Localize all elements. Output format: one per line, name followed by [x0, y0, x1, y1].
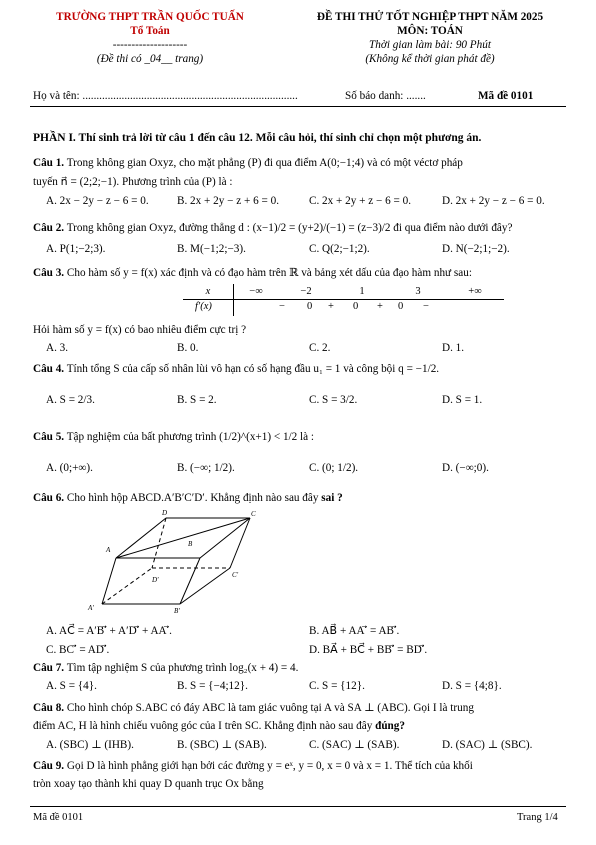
exam-code: Mã đề 0101 [478, 90, 534, 102]
edge-A1D1 [102, 568, 152, 604]
dashes: -------------------- [112, 39, 188, 51]
label-A1: A' [88, 604, 94, 612]
q6-option-c[interactable]: C. BC′⃗ = AD′⃗. [46, 644, 110, 656]
q4-option-d[interactable]: D. S = 1. [442, 394, 483, 406]
q8-options [46, 738, 576, 755]
school-name: TRƯỜNG THPT TRẦN QUỐC TUẤN [56, 11, 244, 23]
subject: MÔN: TOÁN [397, 25, 463, 37]
table-f-6: − [423, 301, 429, 312]
q1-options [46, 195, 576, 212]
table-f-row [183, 300, 504, 316]
question-6 [33, 490, 568, 507]
q6-option-d[interactable]: D. BA⃗ + BC⃗ + BB′⃗ = BD′⃗. [309, 644, 428, 656]
q1-option-c[interactable]: C. 2x + 2y + z − 6 = 0. [309, 195, 411, 207]
q8-option-b[interactable]: B. (SBC) ⊥ (SAB). [177, 739, 267, 751]
table-x-label: x [183, 284, 234, 300]
q2-options [46, 243, 576, 260]
q1-text-line2: tuyến n⃗ = (2;2;−1). Phương trình của (P) là : [33, 176, 233, 188]
page-count: (Đề thi có _04__ trang) [96, 53, 204, 65]
question-4 [33, 361, 568, 378]
question-9 [33, 758, 568, 775]
q2-number: Câu 2. [33, 222, 65, 234]
q7-text: Tìm tập nghiệm S của phương trình log₂(x + 4) = 4. [66, 662, 299, 674]
question-1 [33, 155, 568, 172]
q5-option-a[interactable]: A. (0;+∞). [46, 462, 93, 474]
table-x-2: 1 [359, 286, 365, 297]
label-D1: D' [152, 576, 159, 584]
question-7 [33, 660, 568, 677]
q8-option-a[interactable]: A. (SBC) ⊥ (IHB). [46, 739, 134, 751]
q5-number: Câu 5. [33, 431, 65, 443]
footer-divider [30, 806, 566, 807]
exam-time: Thời gian làm bài: 90 Phút [369, 39, 491, 51]
part-1-title: PHẦN I. Thí sinh trả lời từ câu 1 đến câu 12. Mỗi câu hỏi, thí sinh chỉ chọn một phương án. [33, 132, 482, 144]
q8-text2: điểm AC, H là hình chiếu vuông góc của I trên SC. Khẳng định nào sau đây [33, 720, 376, 732]
q2-option-d[interactable]: D. N(−2;1;−2). [442, 243, 510, 255]
q8-number: Câu 8. [33, 702, 65, 714]
q6-number: Câu 6. [33, 492, 65, 504]
edge-DD1 [152, 518, 166, 568]
q5-option-c[interactable]: C. (0; 1/2). [309, 462, 359, 474]
q7-option-d[interactable]: D. S = {4;8}. [442, 680, 502, 692]
edge-AA1 [102, 558, 116, 604]
q7-option-a[interactable]: A. S = {4}. [46, 680, 97, 692]
q8-option-d[interactable]: D. (SAC) ⊥ (SBC). [442, 739, 533, 751]
q4-number: Câu 4. [33, 363, 65, 375]
q3-text: Cho hàm số y = f(x) xác định và có đạo hàm trên ℝ và bảng xét dấu của đạo hàm như sau: [66, 267, 472, 279]
table-f-4: + [377, 301, 383, 312]
q8-text-line2 [33, 718, 568, 735]
question-3 [33, 265, 568, 282]
q3-option-c[interactable]: C. 2. [309, 342, 331, 354]
department: Tổ Toán [130, 25, 170, 37]
question-2 [33, 220, 568, 237]
label-C1: C' [232, 571, 239, 579]
table-x-0: −∞ [249, 286, 263, 297]
label-B: B [188, 540, 193, 548]
sbd-field: Số báo danh: ....... [345, 90, 426, 102]
edge-AD [116, 518, 250, 558]
q2-option-a[interactable]: A. P(1;−2;3). [46, 243, 106, 255]
name-field: Họ và tên: ............................................................................. [33, 90, 298, 102]
table-f-2: + [328, 301, 334, 312]
table-x-4: +∞ [468, 286, 482, 297]
q1-number: Câu 1. [33, 157, 65, 169]
footer-page: Trang 1/4 [517, 812, 558, 823]
q9-text: Gọi D là hình phẳng giới hạn bởi các đường y = eˣ, y = 0, x = 0 và x = 1. Thể tích của khối [66, 760, 473, 772]
q5-text: Tập nghiệm của bất phương trình (1/2)^(x+1) < 1/2 là : [66, 431, 315, 443]
parallelepiped-figure [80, 508, 270, 618]
q3-text-line2: Hỏi hàm số y = f(x) có bao nhiêu điểm cực trị ? [33, 324, 247, 336]
q7-option-c[interactable]: C. S = {12}. [309, 680, 365, 692]
q6-text: Cho hình hộp ABCD.A′B′C′D′. Khẳng định nào sau đây [66, 492, 322, 504]
q8-text: Cho hình chóp S.ABC có đáy ABC là tam giác vuông tại A và SA ⊥ (ABC). Gọi I là trung [66, 702, 474, 714]
q6-options-row1 [46, 624, 576, 641]
q9-number: Câu 9. [33, 760, 65, 772]
label-C: C [251, 510, 256, 518]
time-note: (Không kể thời gian phát đề) [365, 53, 495, 65]
q2-text: Trong không gian Oxyz, đường thẳng d : (x−1)/2 = (y+2)/(−1) = (z−3)/2 đi qua điểm nào dưới đây? [66, 222, 513, 234]
q2-option-c[interactable]: C. Q(2;−1;2). [309, 243, 370, 255]
q1-text: Trong không gian Oxyz, cho mặt phẳng (P) đi qua điểm A(0;−1;4) và có một véctơ pháp [66, 157, 463, 169]
q1-option-b[interactable]: B. 2x + 2y − z + 6 = 0. [177, 195, 279, 207]
q1-option-a[interactable]: A. 2x − 2y − z − 6 = 0. [46, 195, 149, 207]
q3-option-a[interactable]: A. 3. [46, 342, 69, 354]
q3-options [46, 342, 576, 359]
q8-text2-emph: đúng? [375, 720, 405, 732]
q3-number: Câu 3. [33, 267, 65, 279]
q7-options [46, 680, 576, 697]
q4-option-a[interactable]: A. S = 2/3. [46, 394, 95, 406]
table-f-0: − [279, 301, 285, 312]
q9-text-line2: tròn xoay tạo thành khi quay D quanh trục Ox bằng [33, 778, 264, 790]
label-D: D [162, 509, 168, 517]
q1-option-d[interactable]: D. 2x + 2y − z − 6 = 0. [442, 195, 545, 207]
exam-title: ĐỀ THI THỬ TỐT NGHIỆP THPT NĂM 2025 [316, 11, 544, 23]
q3-option-b[interactable]: B. 0. [177, 342, 199, 354]
question-5 [33, 429, 568, 446]
q6-options-row2 [46, 643, 576, 660]
q6-option-b[interactable]: B. AB⃗ + AA′⃗ = AB′⃗. [309, 625, 400, 637]
q3-option-d[interactable]: D. 1. [442, 342, 465, 354]
q4-option-b[interactable]: B. S = 2. [177, 394, 217, 406]
header-divider [30, 106, 566, 107]
q8-option-c[interactable]: C. (SAC) ⊥ (SAB). [309, 739, 400, 751]
table-x-1: −2 [300, 286, 312, 297]
q2-option-b[interactable]: B. M(−1;2;−3). [177, 243, 246, 255]
table-f-1: 0 [307, 301, 313, 312]
label-B1: B' [174, 607, 180, 615]
table-f-3: 0 [353, 301, 359, 312]
q5-option-d[interactable]: D. (−∞;0). [442, 462, 489, 474]
q4-options [46, 394, 576, 411]
label-A: A [106, 546, 111, 554]
table-x-3: 3 [415, 286, 421, 297]
q4-option-c[interactable]: C. S = 3/2. [309, 394, 358, 406]
q5-option-b[interactable]: B. (−∞; 1/2). [177, 462, 235, 474]
footer-code: Mã đề 0101 [33, 812, 84, 823]
q6-option-a[interactable]: A. AC⃗ = A′B′⃗ + A′D′⃗ + AA′⃗. [46, 625, 172, 637]
school-header [40, 10, 260, 66]
question-8 [33, 700, 568, 717]
q4-text: Tính tổng S của cấp số nhân lùi vô hạn có số hạng đầu u₁ = 1 và công bội q = −1/2. [66, 363, 440, 375]
sign-table [183, 284, 504, 316]
table-f-label: f′(x) [195, 301, 212, 312]
q7-number: Câu 7. [33, 662, 65, 674]
q5-options [46, 462, 576, 479]
exam-header [290, 10, 570, 66]
table-f-5: 0 [398, 301, 404, 312]
q6-text-emph: sai ? [321, 492, 343, 504]
q7-option-b[interactable]: B. S = {−4;12}. [177, 680, 248, 692]
